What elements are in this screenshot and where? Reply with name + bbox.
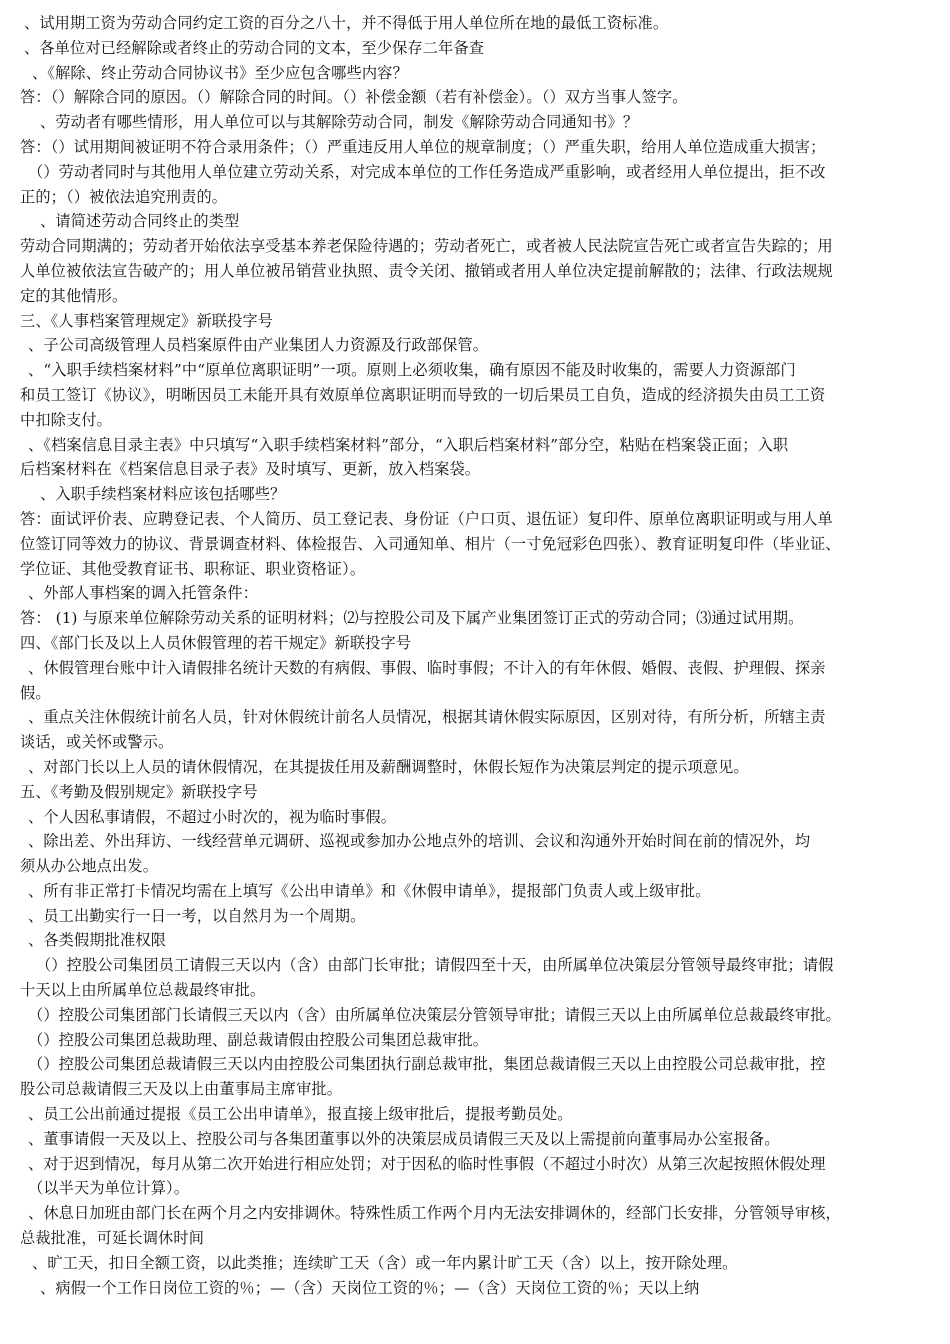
text-line: 、员工出勤实行一日一考，以自然月为一个周期。 bbox=[28, 906, 366, 925]
text-line: 、外部人事档案的调入托管条件： bbox=[28, 584, 259, 603]
text-line: 、病假一个工作日岗位工资的％；—（含）天岗位工资的％；—（含）天岗位工资的％；天以上纳 bbox=[40, 1278, 700, 1297]
text-line: （）控股公司集团总裁助理、副总裁请假由控股公司集团总裁审批。 bbox=[28, 1030, 489, 1049]
text-line: 、劳动者有哪些情形，用人单位可以与其解除劳动合同，制发《解除劳动合同通知书》？ bbox=[40, 113, 639, 132]
text-line: （）劳动者同时与其他用人单位建立劳动关系，对完成本单位的工作任务造成严重影响，或者经用人单位提出，拒不改 bbox=[28, 162, 826, 181]
text-line: 三、《人事档案管理规定》新联投字号 bbox=[20, 311, 274, 330]
text-line: 位签订同等效力的协议、背景调查材料、体检报告、入司通知单、相片（一寸免冠彩色四张）、教育证明复印件（毕业证、 bbox=[20, 534, 841, 553]
text-line: 正的；（）被依法追究刑责的。 bbox=[20, 187, 228, 206]
text-line: 定的其他情形。 bbox=[20, 286, 128, 305]
text-line: 答：（）解除合同的原因。（）解除合同的时间。（）补偿金额（若有补偿金）。（）双方当事人签字。 bbox=[20, 88, 688, 107]
text-line: 假。 bbox=[20, 683, 51, 702]
text-line: 中扣除支付。 bbox=[20, 410, 113, 429]
text-line: 、个人因私事请假，不超过小时次的，视为临时事假。 bbox=[28, 807, 397, 826]
text-line: 谈话，或关怀或警示。 bbox=[20, 733, 174, 752]
text-line: 答： (1) 与原来单位解除劳动关系的证明材料；⑵与控股公司及下属产业集团签订正式的劳动合同；⑶通过试用期。 bbox=[20, 609, 804, 628]
text-line: 劳动合同期满的；劳动者开始依法享受基本养老保险待遇的；劳动者死亡，或者被人民法院宣告死亡或者宣告失踪的；用 bbox=[20, 237, 833, 256]
text-line: 、请简述劳动合同终止的类型 bbox=[40, 212, 240, 231]
text-line: （）控股公司集团员工请假三天以内（含）由部门长审批；请假四至十天，由所属单位决策层分管领导最终审批；请假 bbox=[36, 956, 834, 975]
text-line: （）控股公司集团总裁请假三天以内由控股公司集团执行副总裁审批，集团总裁请假三天以上由控股公司总裁审批，控 bbox=[28, 1055, 826, 1074]
text-line: 答：面试评价表、应聘登记表、个人简历、员工登记表、身份证（户口页、退伍证）复印件、原单位离职证明或与用人单 bbox=[20, 509, 833, 528]
text-line: （以半天为单位计算）。 bbox=[28, 1179, 190, 1198]
text-line: 学位证、其他受教育证书、职称证、职业资格证）。 bbox=[20, 559, 366, 578]
text-line: 、董事请假一天及以上、控股公司与各集团董事以外的决策层成员请假三天及以上需提前向董事局办公室报备。 bbox=[28, 1129, 780, 1148]
text-line: 、《档案信息目录主表》中只填写“入职手续档案材料”部分，“入职后档案材料”部分空，粘贴在档案袋正面；入职 bbox=[28, 435, 789, 454]
text-line: 十天以上由所属单位总裁最终审批。 bbox=[20, 981, 266, 1000]
text-line: 、休假管理台账中计入请假排名统计天数的有病假、事假、临时事假；不计入的有年休假、婚假、丧假、护理假、探亲 bbox=[28, 658, 826, 677]
text-line: 、重点关注休假统计前名人员，针对休假统计前名人员情况，根据其请休假实际原因，区别对待，有所分析，所辖主责 bbox=[28, 708, 826, 727]
text-line: 、员工公出前通过提报《员工公出申请单》，报直接上级审批后，提报考勤员处。 bbox=[28, 1105, 573, 1124]
text-line: 、试用期工资为劳动合同约定工资的百分之八十，并不得低于用人单位所在地的最低工资标准。 bbox=[24, 14, 669, 32]
text-line: 人单位被依法宣告破产的；用人单位被吊销营业执照、责令关闭、撤销或者用人单位决定提前解散的；法律、行政法规规 bbox=[20, 261, 833, 280]
text-line: 、子公司高级管理人员档案原件由产业集团人力资源及行政部保管。 bbox=[28, 336, 489, 355]
text-line: 、所有非正常打卡情况均需在上填写《公出申请单》和《休假申请单》，提报部门负责人或上级审批。 bbox=[28, 881, 711, 900]
text-line: 、《解除、终止劳动合同协议书》至少应包含哪些内容？ bbox=[32, 63, 408, 82]
text-line: 五、《考勤及假别规定》新联投字号 bbox=[20, 782, 258, 801]
document-page bbox=[0, 11, 950, 1300]
text-line: 、各类假期批准权限 bbox=[28, 931, 167, 950]
text-line: （）控股公司集团部门长请假三天以内（含）由所属单位决策层分管领导审批；请假三天以上由所属单位总裁最终审批。 bbox=[28, 1005, 841, 1024]
text-line: 、旷工天，扣日全额工资，以此类推；连续旷工天（含）或一年内累计旷工天（含）以上，按开除处理。 bbox=[32, 1253, 738, 1272]
text-line: 、“入职手续档案材料”中“原单位离职证明”一项。原则上必须收集，确有原因不能及时收集的，需要人力资源部门 bbox=[28, 361, 796, 380]
text-line: 、对部门长以上人员的请休假情况，在其提拔任用及薪酬调整时，休假长短作为决策层判定的提示项意见。 bbox=[28, 757, 749, 776]
text-line: 后档案材料在《档案信息目录子表》及时填写、更新，放入档案袋。 bbox=[20, 460, 481, 479]
text-line: 四、《部门长及以上人员休假管理的若干规定》新联投字号 bbox=[20, 633, 412, 652]
text-line: 和员工签订《协议》，明晰因员工未能开具有效原单位离职证明而导致的一切后果员工自负，造成的经济损失由员工工资 bbox=[20, 385, 826, 404]
text-line: 、除出差、外出拜访、一线经营单元调研、巡视或参加办公地点外的培训、会议和沟通外开始时间在前的情况外，均 bbox=[28, 832, 811, 851]
text-line: 总裁批准，可延长调休时间 bbox=[20, 1229, 205, 1248]
text-line: 股公司总裁请假三天及以上由董事局主席审批。 bbox=[20, 1080, 343, 1099]
text-line: 、对于迟到情况，每月从第二次开始进行相应处罚；对于因私的临时性事假（不超过小时次）从第三次起按照休假处理 bbox=[28, 1154, 826, 1173]
text-line: 、休息日加班由部门长在两个月之内安排调休。特殊性质工作两个月内无法安排调休的，经部门长安排，分管领导审核， bbox=[28, 1204, 841, 1223]
text-line: 答：（）试用期间被证明不符合录用条件；（）严重违反用人单位的规章制度；（）严重失职，给用人单位造成重大损害； bbox=[20, 137, 826, 156]
text-line: 、入职手续档案材料应该包括哪些？ bbox=[40, 485, 286, 504]
text-line: 、各单位对已经解除或者终止的劳动合同的文本，至少保存二年备查 bbox=[24, 38, 485, 57]
text-line: 须从办公地点出发。 bbox=[20, 857, 159, 876]
